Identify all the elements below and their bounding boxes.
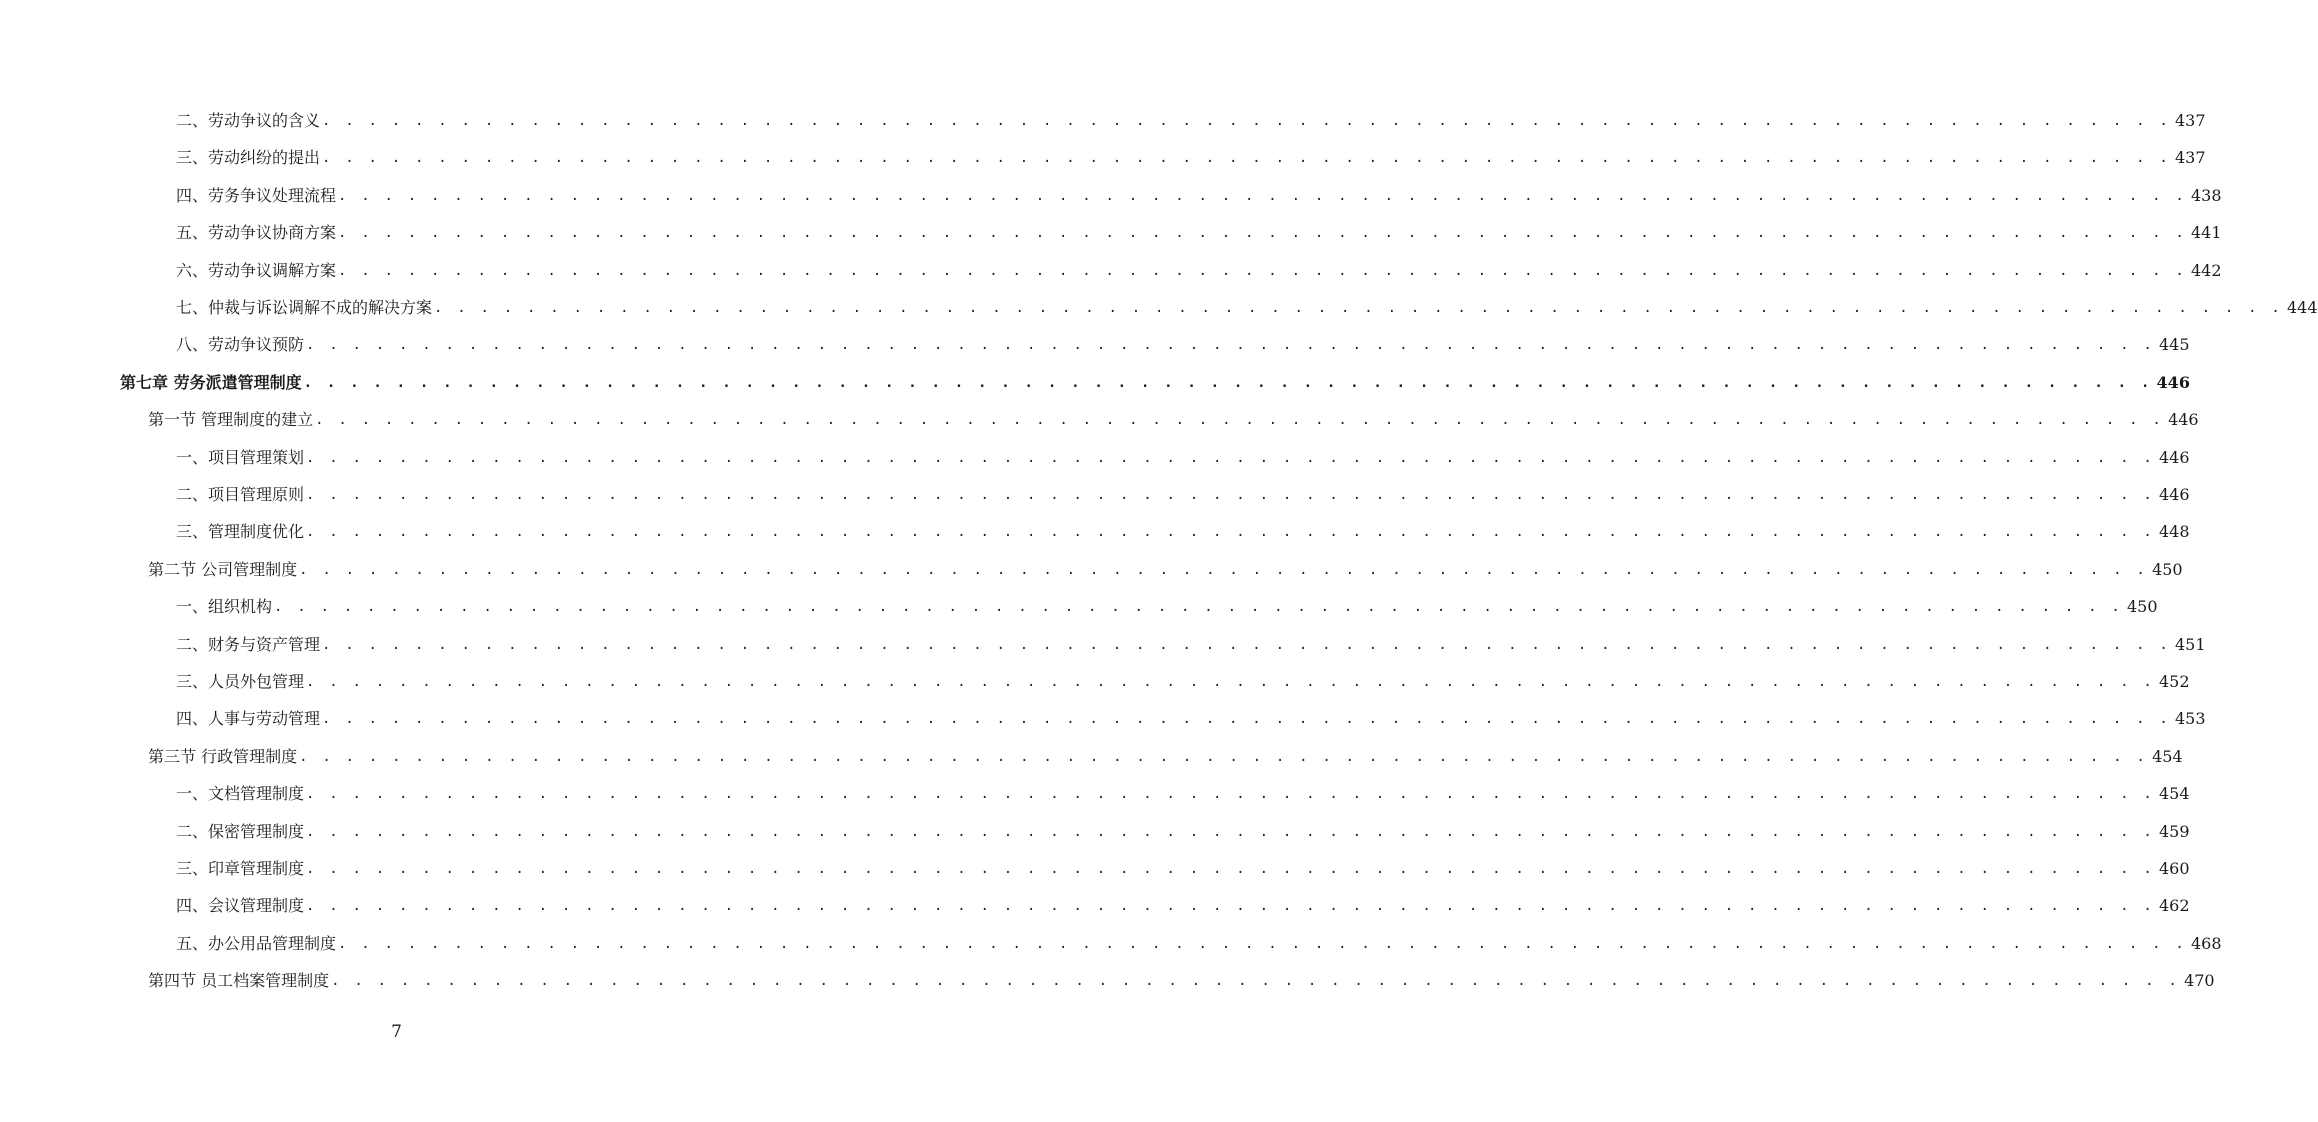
toc-entry-page: 442 [2190, 260, 2222, 280]
toc-entry-item[interactable] [176, 442, 2190, 468]
toc-dot-leader: . . . . . . . . . . . . . . . . . . . . . . . . . . . . . . . . . . . . . . . . . . . . . . . . . . . . . . . . . . . . . . . . . . . . . . . . . . . . . . . . [306, 524, 2155, 541]
toc-entry-title: 三、劳动纠纷的提出 [176, 148, 321, 168]
toc-dot-leader: . . . . . . . . . . . . . . . . . . . . . . . . . . . . . . . . . . . . . . . . . . . . . . . . . . . . . . . . . . . . . . . . . . . . . . . . . . . . . . . . [322, 150, 2171, 167]
toc-dot-leader: . . . . . . . . . . . . . . . . . . . . . . . . . . . . . . . . . . . . . . . . . . . . . . . . . . . . . . . . . . . . . . . . . . . . . . . . . . . . . . . . [338, 935, 2187, 952]
toc-entry-item[interactable] [176, 105, 2206, 131]
toc-entry-title: 五、劳动争议协商方案 [176, 223, 337, 243]
toc-dot-leader: . . . . . . . . . . . . . . . . . . . . . . . . . . . . . . . . . . . . . . . . . . . . . . . . . . . . . . . . . . . . . . . . . . . . . . . . . . . . . . . . [306, 674, 2155, 690]
toc-entry-page: 446 [2158, 485, 2190, 504]
toc-entry-title: 一、项目管理策划 [176, 447, 305, 467]
toc-entry-page: 445 [2158, 335, 2190, 355]
toc-dot-leader: . . . . . . . . . . . . . . . . . . . . . . . . . . . . . . . . . . . . . . . . . . . . . . . . . . . . . . . . . . . . . . . . . . . . . . . . . . . . . . . . [306, 449, 2155, 466]
toc-entry-page: 446 [2156, 372, 2190, 392]
toc-entry-title: 一、文档管理制度 [176, 784, 305, 804]
toc-entry-title: 第四节 员工档案管理制度 [148, 971, 330, 991]
toc-entry-page: 453 [2174, 709, 2206, 729]
toc-dot-leader: . . . . . . . . . . . . . . . . . . . . . . . . . . . . . . . . . . . . . . . . . . . . . . . . . . . . . . . . . . . . . . . . . . . . . . . . . . . . . . . . [434, 300, 2283, 316]
toc-entry-page: 462 [2158, 896, 2190, 916]
toc-entry-page: 448 [2158, 522, 2190, 542]
toc-entry-title: 四、人事与劳动管理 [176, 709, 321, 729]
toc-entry-item[interactable] [176, 142, 2206, 168]
toc-entry-page: 460 [2158, 859, 2190, 878]
toc-entry-page: 468 [2190, 933, 2222, 953]
toc-entry-title: 二、保密管理制度 [176, 821, 305, 841]
toc-entry-title: 三、印章管理制度 [176, 859, 305, 878]
toc-entry-title: 第一节 管理制度的建立 [148, 410, 314, 430]
toc-entry-section[interactable] [148, 965, 2215, 991]
toc-dot-leader: . . . . . . . . . . . . . . . . . . . . . . . . . . . . . . . . . . . . . . . . . . . . . . . . . . . . . . . . . . . . . . . . . . . . . . . . . . . . . . . . [315, 412, 2165, 429]
toc-dot-leader: . . . . . . . . . . . . . . . . . . . . . . . . . . . . . . . . . . . . . . . . . . . . . . . . . . . . . . . . . . . . . . . . . . . . . . . . . . . . . . . . [299, 748, 2149, 765]
toc-entry-title: 第三节 行政管理制度 [148, 746, 298, 766]
toc-entry-page: 446 [2168, 410, 2199, 430]
toc-entry-title: 六、劳动争议调解方案 [176, 260, 337, 280]
toc-entry-item[interactable] [176, 591, 2158, 617]
toc-dot-leader: . . . . . . . . . . . . . . . . . . . . . . . . . . . . . . . . . . . . . . . . . . . . . . . . . . . . . . . . . . . . . . . . . . . . . . . . . . . . . . . . [322, 636, 2171, 653]
toc-entry-page: 446 [2158, 447, 2190, 467]
toc-dot-leader: . . . . . . . . . . . . . . . . . . . . . . . . . . . . . . . . . . . . . . . . . . . . . . . . . . . . . . . . . . . . . . . . . . . . . . . . . . . . . . . . [306, 898, 2155, 915]
toc-entry-page: 450 [2152, 559, 2183, 579]
toc-entry-title: 三、管理制度优化 [176, 522, 305, 542]
toc-entry-page: 470 [2184, 971, 2215, 991]
toc-entry-item[interactable] [176, 255, 2222, 281]
toc-dot-leader: . . . . . . . . . . . . . . . . . . . . . . . . . . . . . . . . . . . . . . . . . . . . . . . . . . . . . . . . . . . . . . . . . . . . . . . . . . . . . . . . [299, 561, 2149, 578]
toc-entry-page: 459 [2158, 821, 2190, 841]
toc-entry-title: 第二节 公司管理制度 [148, 559, 298, 579]
toc-entry-title: 八、劳动争议预防 [176, 335, 305, 355]
toc-dot-leader: . . . . . . . . . . . . . . . . . . . . . . . . . . . . . . . . . . . . . . . . . . . . . . . . . . . . . . . . . . . . . . . . . . . . . . . . . . . . . . . . [306, 861, 2155, 877]
toc-dot-leader: . . . . . . . . . . . . . . . . . . . . . . . . . . . . . . . . . . . . . . . . . . . . . . . . . . . . . . . . . . . . . . . . . . . . . . . . . . . . . . . . [303, 374, 2153, 391]
toc-dot-leader: . . . . . . . . . . . . . . . . . . . . . . . . . . . . . . . . . . . . . . . . . . . . . . . . . . . . . . . . . . . . . . . . . . . . . . . . . . . . . . . . [322, 113, 2171, 129]
toc-entry-item[interactable] [176, 703, 2206, 729]
toc-entry-title: 一、组织机构 [176, 597, 273, 617]
toc-entry-title: 二、项目管理原则 [176, 485, 305, 504]
toc-entry-page: 451 [2174, 634, 2206, 654]
toc-entry-item[interactable] [176, 778, 2190, 804]
toc-entry-item[interactable] [176, 629, 2206, 655]
toc-dot-leader: . . . . . . . . . . . . . . . . . . . . . . . . . . . . . . . . . . . . . . . . . . . . . . . . . . . . . . . . . . . . . . . . . . . . . . . . . . . . . . . . [306, 786, 2155, 803]
toc-entry-item[interactable] [176, 217, 2222, 243]
toc-entry-section[interactable] [148, 741, 2183, 767]
toc-entry-section[interactable] [148, 404, 2199, 430]
toc-entry-title: 五、办公用品管理制度 [176, 933, 337, 953]
toc-entry-item[interactable] [176, 928, 2222, 954]
toc-entry-page: 437 [2174, 111, 2206, 130]
toc-dot-leader: . . . . . . . . . . . . . . . . . . . . . . . . . . . . . . . . . . . . . . . . . . . . . . . . . . . . . . . . . . . . . . . . . . . . . . . . . . . . . . . . [306, 823, 2155, 840]
toc-entry-page: 437 [2174, 148, 2206, 168]
toc-entry-page: 452 [2158, 672, 2190, 691]
toc-entry-item[interactable] [176, 180, 2222, 206]
toc-dot-leader: . . . . . . . . . . . . . . . . . . . . . . . . . . . . . . . . . . . . . . . . . . . . . . . . . . . . . . . . . . . . . . . . . . . . . . . . . . . . . . . . [306, 487, 2155, 503]
toc-entry-title: 三、人员外包管理 [176, 672, 305, 691]
toc-entry-item[interactable] [176, 816, 2190, 842]
toc-entry-title: 四、会议管理制度 [176, 896, 305, 916]
toc-entry-title: 第七章 劳务派遣管理制度 [120, 372, 302, 392]
toc-entry-title: 七、仲裁与诉讼调解不成的解决方案 [176, 298, 433, 317]
toc-dot-leader: . . . . . . . . . . . . . . . . . . . . . . . . . . . . . . . . . . . . . . . . . . . . . . . . . . . . . . . . . . . . . . . . . . . . . . . . . . . . . . . . [338, 225, 2187, 242]
toc-entry-page: 454 [2152, 746, 2183, 766]
toc-entry-page: 454 [2158, 784, 2190, 804]
toc-entry-item[interactable] [176, 516, 2190, 542]
toc-dot-leader: . . . . . . . . . . . . . . . . . . . . . . . . . . . . . . . . . . . . . . . . . . . . . . . . . . . . . . . . . . . . . . . . . . . . . . . . . . . . . . . . [322, 711, 2171, 728]
toc-entry-title: 二、财务与资产管理 [176, 634, 321, 654]
toc-dot-leader: . . . . . . . . . . . . . . . . . . . . . . . . . . . . . . . . . . . . . . . . . . . . . . . . . . . . . . . . . . . . . . . . . . . . . . . . . . . . . . . . [338, 187, 2187, 204]
toc-entry-page: 444 [2286, 298, 2318, 317]
toc-entry-page: 438 [2190, 185, 2222, 205]
toc-entry-item[interactable] [176, 853, 2190, 879]
toc-entry-section[interactable] [148, 554, 2183, 580]
toc-entry-chapter[interactable] [120, 367, 2190, 393]
toc-entry-item[interactable] [176, 479, 2190, 505]
toc-entry-title: 四、劳务争议处理流程 [176, 185, 337, 205]
toc-entry-item[interactable] [176, 292, 2318, 318]
page-number: 7 [391, 1022, 402, 1042]
toc-entry-item[interactable] [176, 666, 2190, 692]
toc-entry-item[interactable] [176, 890, 2190, 916]
toc-entry-page: 450 [2126, 597, 2158, 617]
toc-entry-title: 二、劳动争议的含义 [176, 111, 321, 130]
toc-dot-leader: . . . . . . . . . . . . . . . . . . . . . . . . . . . . . . . . . . . . . . . . . . . . . . . . . . . . . . . . . . . . . . . . . . . . . . . . . . . . . . . . [338, 262, 2187, 279]
toc-dot-leader: . . . . . . . . . . . . . . . . . . . . . . . . . . . . . . . . . . . . . . . . . . . . . . . . . . . . . . . . . . . . . . . . . . . . . . . . . . . . . . . . [274, 599, 2123, 616]
toc-entry-page: 441 [2190, 223, 2222, 243]
toc-dot-leader: . . . . . . . . . . . . . . . . . . . . . . . . . . . . . . . . . . . . . . . . . . . . . . . . . . . . . . . . . . . . . . . . . . . . . . . . . . . . . . . . [306, 337, 2155, 354]
toc-entry-item[interactable] [176, 329, 2190, 355]
toc-dot-leader: . . . . . . . . . . . . . . . . . . . . . . . . . . . . . . . . . . . . . . . . . . . . . . . . . . . . . . . . . . . . . . . . . . . . . . . . . . . . . . . . [331, 973, 2181, 990]
